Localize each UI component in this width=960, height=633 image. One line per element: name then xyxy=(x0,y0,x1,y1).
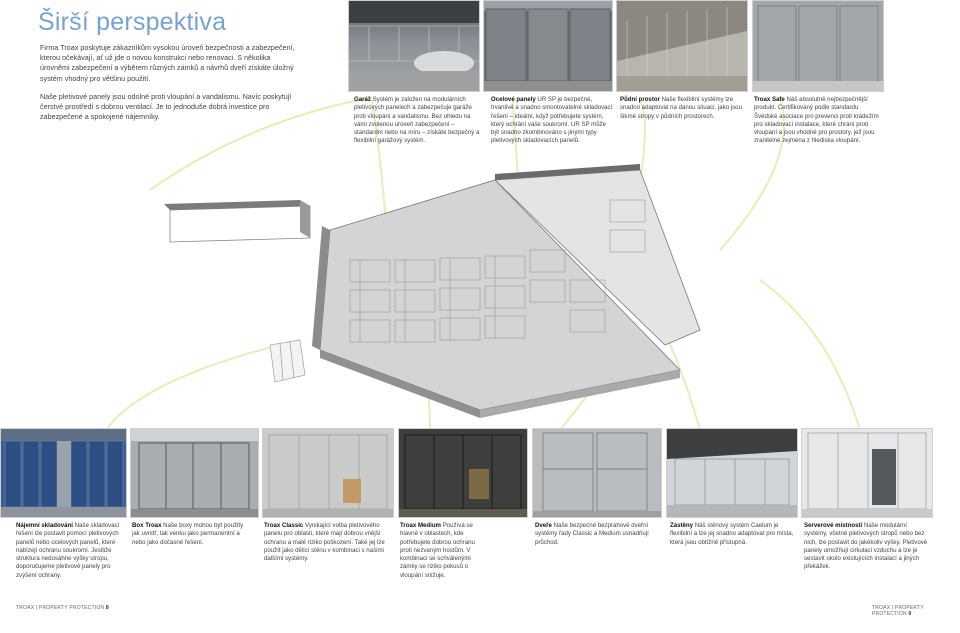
footer-left-page: 8 xyxy=(105,605,109,611)
caption-steel-panels-title: Ocelové panely xyxy=(491,96,536,103)
caption-troax-medium-text: Používá se hlavně v oblastech, kde potřebujete dobrou ochranu proti nezvaným hostům. V kombinaci se schválenými zámky se riziko pokusů o vloupání snižuje. xyxy=(400,522,475,579)
caption-troax-classic-text: Vynikající volba pletivového panelu pro oblasti, které mají dobrou vnější ochranu a malé riziko poškození. Také jej lze použít jako dělicí stěnu v kombinaci s našimi dalšími systémy. xyxy=(264,522,385,563)
footer-left: TROAX | PROPERTY PROTECTION 8 xyxy=(16,605,109,611)
caption-troax-medium-title: Troax Medium xyxy=(400,522,441,529)
photo-steel-panels xyxy=(483,0,613,92)
photo-garage xyxy=(348,0,480,92)
caption-doors xyxy=(535,522,659,547)
caption-troax-safe-text: Náš absolutně nejbezpečnější produkt. Certifikovaný podle standardu Švédské asociace pro prevenci proti krádežím pro skladovací instalace, které chrání proti vloupání a jsou vhodné pro prostory, jež jsou zranitelné zejména z hlediska vloupání. xyxy=(754,96,879,145)
footer-left-brand: TROAX xyxy=(16,605,35,611)
caption-box-troax xyxy=(132,522,252,547)
caption-steel-panels-text: UR SP je bezpečné, trvanlivé a snadno smontovatelné skladovací řešení – ideální, když potřebujete systém, který ochrání vaše soukromí. UR SP může být snadno zkombinováno s jinými typy pletivových skladovacích panelů. xyxy=(491,96,613,145)
photo-rental-storage xyxy=(0,428,127,518)
caption-steel-panels xyxy=(491,96,615,146)
caption-garage-title: Garáž xyxy=(354,96,371,103)
caption-rental-storage xyxy=(16,522,124,580)
caption-partition-walls-title: Zástěny xyxy=(670,522,694,529)
caption-doors-title: Dveře xyxy=(535,522,552,529)
caption-troax-classic xyxy=(264,522,388,563)
photo-box-troax xyxy=(130,428,259,518)
caption-garage-text: Systém je založen na modulárních pletivových panelech a zabezpečuje garáže proti vloupání a vandalismu. Bez ohledu na vámi zvolenou úroveň zabezpečení – standardní nebo na míru – získáte bezpečný a flexibilní garážový systém. xyxy=(354,96,480,145)
caption-partition-walls-text: Náš stěnový systém Caelum je flexibilní a lze jej snadno adaptovat pro místa, která jsou obtížně přístupná. xyxy=(670,522,794,546)
caption-attic-title: Půdní prostor xyxy=(620,96,660,103)
caption-attic-text: Naše flexibilní systémy lze snadno adaptovat na danou situaci, jako jsou šikmé stropy v půdních prostorech. xyxy=(620,96,742,120)
page-title: Širší perspektiva xyxy=(38,8,227,36)
caption-server-rooms xyxy=(804,522,930,572)
caption-attic xyxy=(620,96,744,121)
footer-right-section: PROPERTY PROTECTION xyxy=(872,605,924,617)
photo-attic xyxy=(616,0,748,92)
intro-paragraph-2: Naše pletivové panely jsou odolné proti vloupání a vandalismu. Navíc poskytují čerstvé prostředí s dobrou ventilací. Je to jednoduše dobrá investice pro zabezpečené a spokojené nájemníky. xyxy=(40,91,292,122)
caption-partition-walls xyxy=(670,522,794,547)
intro-paragraph-1: Firma Troax poskytuje zákazníkům vysokou úroveň bezpečnosti a zabezpečení, kterou očekávají, ať už jde o novou konstrukci nebo renovaci. S několika úrovněmi zabezpečení a výběrem různých zámků a návrhů dveří získáte úložný systém vhodný pro většinu použití. xyxy=(40,43,295,83)
photo-doors xyxy=(532,428,662,518)
photo-partition-walls xyxy=(666,428,798,518)
caption-doors-text: Naše bezpečné bezprahové dveřní systémy řady Classic a Medium usnadňují průchod. xyxy=(535,522,649,546)
caption-box-troax-text: Naše boxy mohou být použity jak uvnitř, tak venku jako permanentní a nebo jako dočasné řešení. xyxy=(132,522,244,546)
caption-troax-safe-title: Troax Safe xyxy=(754,96,785,103)
building-illustration xyxy=(160,160,720,420)
footer-right-page: 9 xyxy=(908,611,912,617)
caption-troax-safe xyxy=(754,96,880,146)
caption-box-troax-title: Box Troax xyxy=(132,522,162,529)
caption-troax-classic-title: Troax Classic xyxy=(264,522,304,529)
caption-rental-storage-title: Nájemní skladování xyxy=(16,522,73,529)
photo-troax-classic xyxy=(262,428,394,518)
footer-right-brand: TROAX xyxy=(872,605,891,611)
caption-server-rooms-text: Naše modulární systémy, včetně pletivových stropů nebo bez nich, lze postavit do jakékoliv výšky. Pletivové panely umožňují cirkulaci vzduchu a lze je sestavit okolo existujících instalací a jiných překážek. xyxy=(804,522,928,571)
photo-server-rooms xyxy=(801,428,933,518)
footer-right: TROAX | PROPERTY PROTECTION 9 xyxy=(872,605,924,617)
caption-rental-storage-text: Naše skladovací řešení lze postavit pomocí pletivových panelů nebo ocelových panelů, které nabízejí ochranu soukromí. Jestliže struktura nedosáhne výšky stropu, doporučujeme pletivové panely pro zvýšení ochrany. xyxy=(16,522,120,579)
photo-troax-medium xyxy=(398,428,528,518)
caption-server-rooms-title: Serverové místnosti xyxy=(804,522,863,529)
photo-troax-safe xyxy=(752,0,884,92)
caption-troax-medium xyxy=(400,522,484,580)
caption-garage xyxy=(354,96,482,146)
footer-left-section: PROPERTY PROTECTION xyxy=(38,605,105,611)
